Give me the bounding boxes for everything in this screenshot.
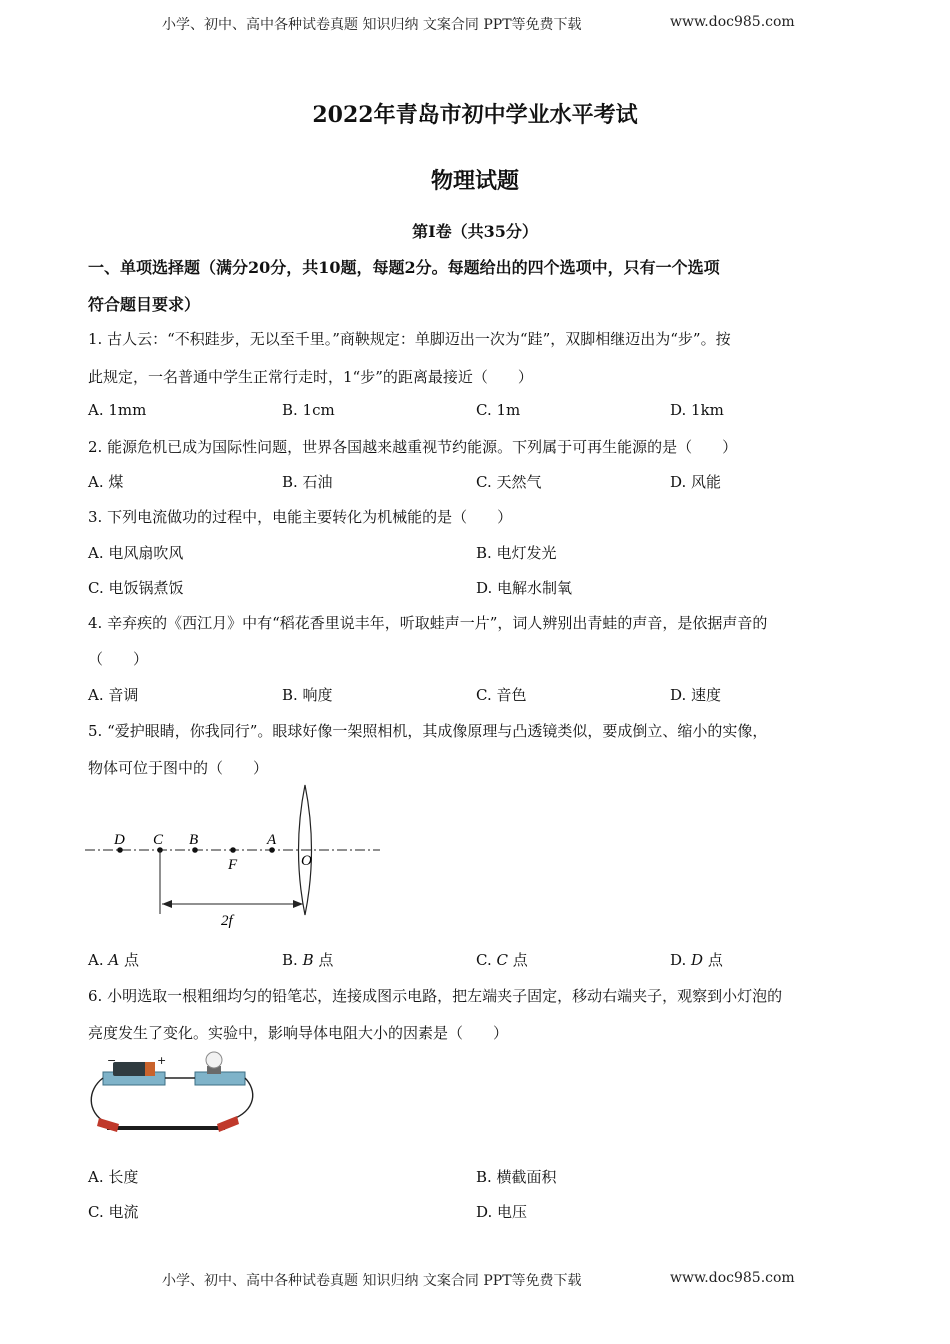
q5-option-a <box>88 949 139 970</box>
q5-option-d-letter: D <box>691 951 704 969</box>
q1-option-c: C. 1m <box>476 401 521 419</box>
label-f: F <box>228 857 238 873</box>
question-1-line2: 此规定，一名普通中学生正常行走时，1“步”的距离最接近（ ） <box>88 368 533 386</box>
q6-option-a: A. 长度 <box>88 1168 139 1186</box>
subject-title: 物理试题 <box>430 168 519 194</box>
q5-option-c-suffix: 点 <box>507 951 528 969</box>
label-d: D <box>114 832 125 848</box>
battery-cap <box>145 1062 155 1076</box>
q5-option-b <box>282 949 333 970</box>
q4-option-b: B. 响度 <box>282 686 333 704</box>
footer-website-link[interactable]: www.doc985.com <box>670 1270 795 1286</box>
q5-option-a-suffix: 点 <box>119 951 139 969</box>
q5-option-a-prefix: A. <box>88 951 109 969</box>
q3-option-d: D. 电解水制氧 <box>476 579 573 597</box>
q5-option-b-letter: B <box>302 951 314 969</box>
section-heading-line1: 一、单项选择题（满分20分，共10题，每题2分。每题给出的四个选项中，只有一个选项 <box>88 258 720 277</box>
q4-option-c: C. 音色 <box>476 686 527 704</box>
question-1-line1: 1. 古人云：“不积跬步，无以至千里。”商鞅规定：单脚迈出一次为“跬”，双脚相继迈出为“步”。按 <box>88 330 731 348</box>
light-bulb-icon <box>206 1052 222 1068</box>
section-heading-line2: 符合题目要求） <box>88 295 201 314</box>
q1-option-b: B. 1cm <box>282 401 335 419</box>
point-b <box>192 847 198 853</box>
q1-option-d: D. 1km <box>670 401 724 419</box>
q5-option-c-prefix: C. <box>476 951 497 969</box>
arrow-right <box>293 900 303 908</box>
battery-plus-sign: + <box>157 1054 167 1067</box>
q1-option-a: A. 1mm <box>88 401 147 419</box>
q2-option-d: D. 风能 <box>670 473 722 491</box>
arrow-left <box>162 900 172 908</box>
q4-option-a: A. 音调 <box>88 686 139 704</box>
battery-minus-sign: − <box>107 1054 117 1067</box>
exam-title: 2022年青岛市初中学业水平考试 <box>312 102 638 128</box>
q6-option-b: B. 横截面积 <box>476 1168 557 1186</box>
q3-option-b: B. 电灯发光 <box>476 544 557 562</box>
q5-option-c <box>476 949 528 970</box>
header-text: 小学、初中、高中各种试卷真题 知识归纳 文案合同 PPT等免费下载 <box>162 17 582 33</box>
footer-text: 小学、初中、高中各种试卷真题 知识归纳 文案合同 PPT等免费下载 <box>162 1273 582 1289</box>
q5-option-c-letter: C <box>496 951 508 969</box>
q5-option-b-suffix: 点 <box>313 951 334 969</box>
label-a: A <box>267 832 277 848</box>
question-4-line2: （ ） <box>88 650 149 668</box>
question-4-line1: 4. 辛弃疾的《西江月》中有“稻花香里说丰年，听取蛙声一片”，词人辨别出青蛙的声音，是依据声音的 <box>88 614 768 632</box>
pencil-lead <box>107 1126 225 1130</box>
q3-option-a: A. 电风扇吹风 <box>88 544 184 562</box>
q3-option-c: C. 电饭锅煮饭 <box>88 579 184 597</box>
right-clip-icon <box>217 1116 239 1132</box>
label-b: B <box>189 832 199 848</box>
point-d <box>117 847 123 853</box>
question-5-line2: 物体可位于图中的（ ） <box>88 759 269 777</box>
q6-option-d: D. 电压 <box>476 1203 528 1221</box>
question-6-line2: 亮度发生了变化。实验中，影响导体电阻大小的因素是（ ） <box>88 1024 509 1042</box>
question-2-line1: 2. 能源危机已成为国际性问题，世界各国越来越重视节约能源。下列属于可再生能源的是（ ） <box>88 438 738 456</box>
question-5-line1: 5. “爱护眼睛，你我同行”。眼球好像一架照相机，其成像原理与凸透镜类似，要成倒立、缩小的实像， <box>88 722 768 740</box>
q5-option-a-letter: A <box>108 951 120 969</box>
q5-option-d-suffix: 点 <box>703 951 723 969</box>
q2-option-a: A. 煤 <box>88 473 124 491</box>
q5-option-b-prefix: B. <box>282 951 303 969</box>
q6-option-c: C. 电流 <box>88 1203 139 1221</box>
convex-lens-figure <box>80 780 390 930</box>
volume-title: 第I卷（共35分） <box>412 222 538 241</box>
question-6-line1: 6. 小明选取一根粗细均匀的铅笔芯，连接成图示电路，把左端夹子固定，移动右端夹子，观察到小灯泡的 <box>88 987 783 1005</box>
q2-option-b: B. 石油 <box>282 473 333 491</box>
question-3-line1: 3. 下列电流做功的过程中，电能主要转化为机械能的是（ ） <box>88 508 513 526</box>
label-2f: 2f <box>221 913 233 929</box>
q5-option-d <box>670 949 723 970</box>
q5-option-d-prefix: D. <box>670 951 692 969</box>
label-c: C <box>153 832 164 848</box>
point-f <box>230 847 236 853</box>
point-a <box>269 847 275 853</box>
header-website-link[interactable]: www.doc985.com <box>670 14 795 30</box>
label-o: O <box>301 853 312 869</box>
q2-option-c: C. 天然气 <box>476 473 542 491</box>
pencil-lead-circuit-figure <box>85 1050 255 1140</box>
q4-option-d: D. 速度 <box>670 686 722 704</box>
